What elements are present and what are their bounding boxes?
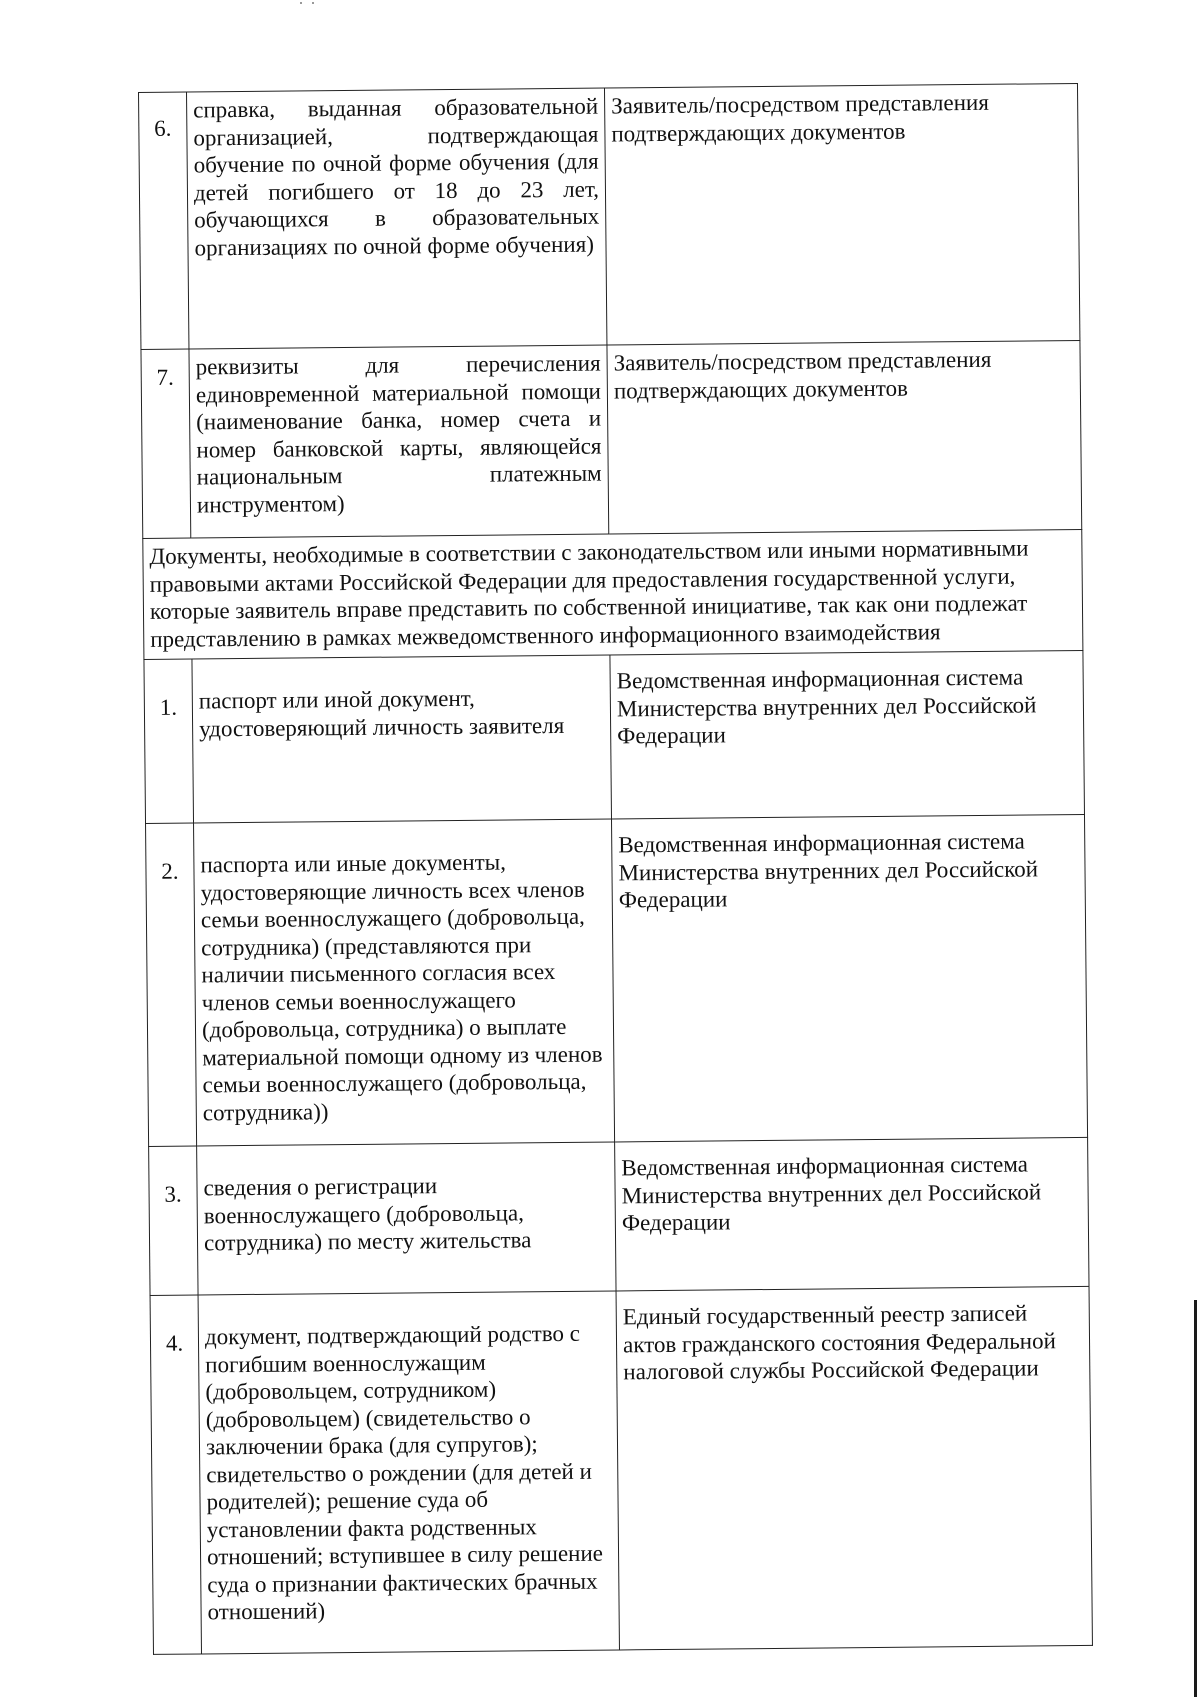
scan-edge-mark	[1194, 1300, 1197, 1697]
document-source: Единый государственный реестр записей актов гражданского состояния Федеральной налоговой службы Российской Федерации	[616, 1286, 1092, 1650]
row-number: 3.	[149, 1146, 198, 1295]
document-description: справка, выданная образовательной организацией, подтверждающая обучение по очной форме обучения (для детей погибшего от 18 до 23 лет, обучающихся в образовательных организациях по очной форме обучения)	[187, 88, 607, 349]
table-row	[146, 814, 1088, 1146]
section-header-row	[143, 529, 1083, 659]
document-source: Ведомственная информационная система Министерства внутренних дел Российской Федерации	[612, 814, 1088, 1142]
document-description: документ, подтверждающий родство с погибшим военнослужащим (добровольцем, сотрудником) (добровольцем) (свидетельство о заключении брака (для супругов); свидетельство о рождении (для детей и родителей); решение суда об установлении факта родственных отношений; вступившее в силу решение суда о признании фактических брачных отношений)	[198, 1291, 619, 1654]
row-number: 7.	[141, 349, 191, 538]
table-row	[141, 340, 1082, 538]
row-number: 4.	[150, 1295, 201, 1654]
document-description: сведения о регистрации военнослужащего (добровольца, сотрудника) по месту жительства	[197, 1142, 616, 1295]
scan-speck	[300, 2, 302, 4]
documents-table	[138, 83, 1093, 1655]
documents-table-block	[138, 83, 1093, 1655]
row-number: 1.	[144, 659, 194, 823]
document-source: Ведомственная информационная система Министерства внутренних дел Российской Федерации	[610, 650, 1085, 819]
document-description: паспорт или иной документ, удостоверяющий личность заявителя	[192, 655, 612, 823]
document-description: реквизиты для перечисления единовременной материальной помощи (наименование банка, номер счета и номер банковской карты, являющейся национальным платежным инструментом)	[189, 345, 609, 538]
table-row	[150, 1286, 1092, 1654]
section-header: Документы, необходимые в соответствии с законодательством или иными нормативными правовыми актами Российской Федерации для предоставления государственной услуги, которые заявитель вправе представить по собственной инициативе, так как они подлежат представлению в рамках межведомственного информационного взаимодействия	[143, 529, 1083, 659]
row-number: 6.	[139, 92, 189, 349]
row-number: 2.	[146, 823, 197, 1146]
document-description: паспорта или иные документы, удостоверяющие личность всех членов семьи военнослужащего (добровольца, сотрудника) (представляются при наличии письменного согласия всех членов семьи военнослужащего (добровольца, сотрудника) о выплате материальной помощи одному из членов семьи военнослужащего (добровольца, сотрудника))	[194, 819, 615, 1146]
scan-speck	[312, 2, 314, 4]
document-source: Заявитель/посредством представления подтверждающих документов	[607, 340, 1082, 534]
document-source: Ведомственная информационная система Министерства внутренних дел Российской Федерации	[615, 1137, 1089, 1291]
table-row	[139, 83, 1080, 349]
table-row	[144, 650, 1085, 823]
document-source: Заявитель/посредством представления подтверждающих документов	[604, 83, 1079, 345]
table-row	[149, 1137, 1089, 1295]
